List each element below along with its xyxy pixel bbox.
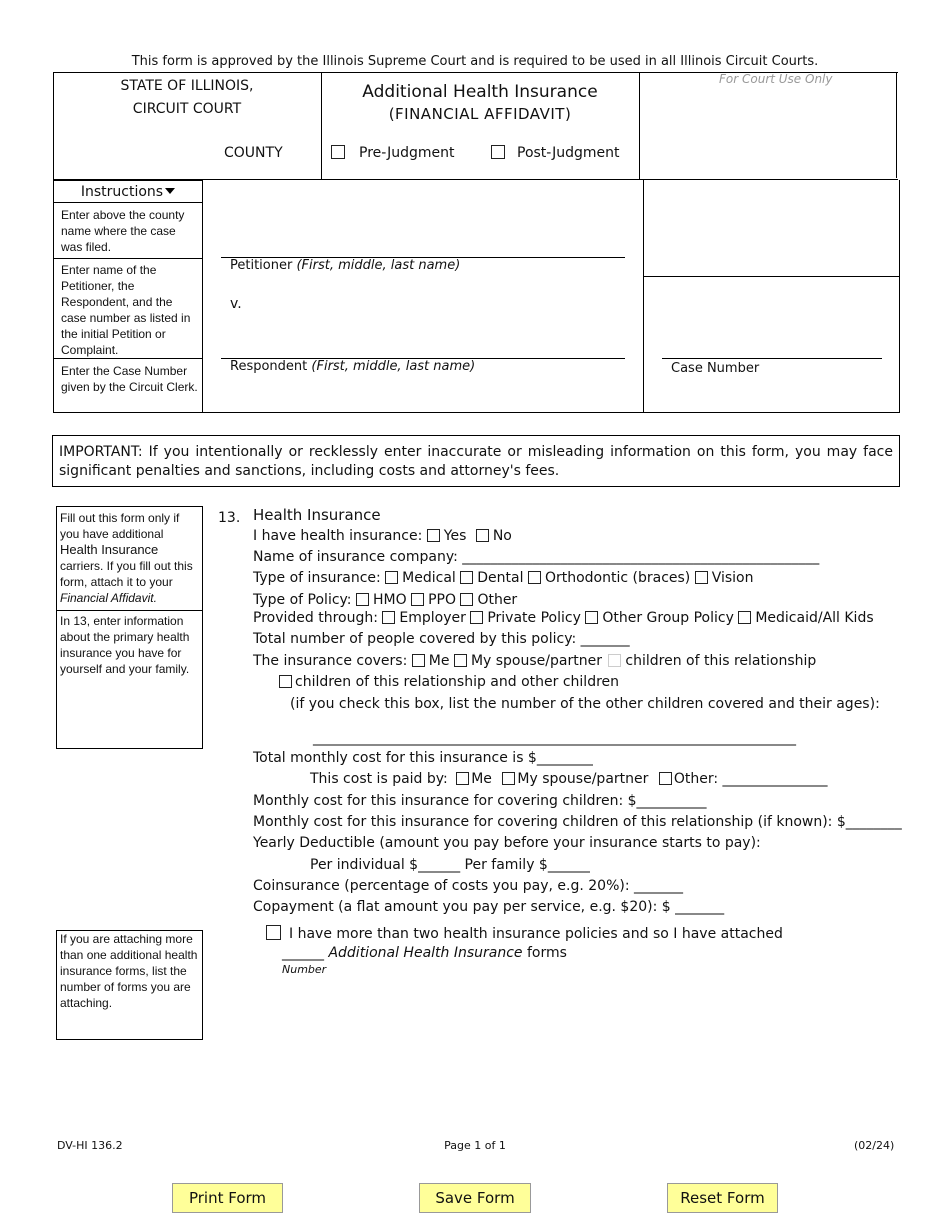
section-title: Health Insurance (253, 506, 381, 524)
paid-me-label: Me (471, 771, 492, 787)
attached-forms-row (282, 944, 567, 962)
parties-right-edge (899, 180, 900, 413)
attached-forms-suffix: forms (522, 945, 567, 961)
instructions-toggle[interactable] (53, 184, 203, 200)
state-label: STATE OF ILLINOIS, (120, 78, 254, 94)
pre-judgment-label: Pre-Judgment (359, 145, 455, 161)
important-label: IMPORTANT: (59, 444, 143, 460)
policy-other-checkbox[interactable] (460, 593, 473, 606)
covers-me-checkbox[interactable] (412, 654, 425, 667)
page-number: Page 1 of 1 (444, 1139, 506, 1152)
petitioner-label: Petitioner (230, 258, 293, 273)
covers-other-children-row (279, 673, 619, 691)
side-note-3: If you are attaching more than one additional health insurance forms, list the number of forms you are attaching. (60, 932, 198, 1010)
form-date: (02/24) (854, 1139, 895, 1152)
important-notice (52, 435, 900, 487)
respondent-label: Respondent (230, 359, 308, 374)
monthly-relationship-field[interactable]: Monthly cost for this insurance for covering children of this relationship (if known): $________ (253, 814, 902, 830)
policy-hmo-checkbox[interactable] (356, 593, 369, 606)
covers-children-label: children of this relationship (625, 653, 817, 669)
through-private-checkbox[interactable] (470, 611, 483, 624)
case-number-label: Case Number (671, 361, 760, 376)
save-form-button[interactable]: Save Form (419, 1183, 531, 1213)
through-private-label: Private Policy (487, 610, 581, 626)
insurance-no-checkbox[interactable] (476, 529, 489, 542)
provided-through-label: Provided through: (253, 610, 378, 626)
county-label: COUNTY (224, 145, 283, 161)
form-subtitle: (FINANCIAL AFFIDAVIT) (388, 105, 572, 123)
insurance-type-label: Type of insurance: (253, 570, 381, 586)
attached-label: I have more than two health insurance policies and so I have attached (289, 926, 783, 942)
reset-form-button[interactable]: Reset Form (667, 1183, 778, 1213)
have-insurance-label: I have health insurance: (253, 528, 423, 544)
policy-type-row (253, 591, 517, 609)
have-insurance-row (253, 527, 512, 545)
court-label: CIRCUIT COURT (132, 101, 242, 117)
header-right-edge (896, 72, 897, 178)
paid-by-row (310, 770, 828, 788)
header-divider-2 (639, 72, 640, 180)
approval-notice: This form is approved by the Illinois Supreme Court and is required to be used in all Illinois Circuit Courts. (131, 54, 819, 69)
petitioner-caption (230, 258, 460, 273)
covers-other-children-checkbox[interactable] (279, 675, 292, 688)
monthly-total-field[interactable]: Total monthly cost for this insurance is $________ (253, 750, 593, 766)
through-group-label: Other Group Policy (602, 610, 734, 626)
type-medical-label: Medical (402, 570, 456, 586)
covers-note: (if you check this box, list the number of the other children covered and their ages): (290, 696, 880, 712)
versus-label: v. (230, 296, 242, 312)
paid-other-checkbox[interactable] (659, 772, 672, 785)
paid-spouse-checkbox[interactable] (502, 772, 515, 785)
parties-box (202, 180, 900, 413)
through-group-checkbox[interactable] (585, 611, 598, 624)
deductible-label: Yearly Deductible (amount you pay before your insurance starts to pay): (253, 835, 761, 851)
through-employer-checkbox[interactable] (382, 611, 395, 624)
parties-divider (643, 180, 644, 413)
chevron-down-icon (165, 188, 175, 194)
monthly-children-field[interactable]: Monthly cost for this insurance for covering children: $__________ (253, 793, 707, 809)
court-use-label: For Court Use Only (719, 72, 833, 86)
deductible-fields[interactable]: Per individual $______ Per family $______ (310, 857, 590, 873)
covers-row (253, 652, 816, 670)
type-medical-checkbox[interactable] (385, 571, 398, 584)
case-number-input[interactable] (662, 358, 882, 359)
policy-hmo-label: HMO (372, 592, 407, 608)
covers-children-checkbox[interactable] (608, 654, 621, 667)
paid-spouse-label: My spouse/partner (517, 771, 649, 787)
covers-spouse-label: My spouse/partner (470, 653, 602, 669)
instruction-county: Enter above the county name where the case was filed. (61, 208, 185, 254)
covers-label: The insurance covers: (253, 653, 408, 669)
instruction-parties: Enter name of the Petitioner, the Respondent, and the case number as listed in the initial Petition or Complaint. (61, 263, 191, 357)
side-note-divider (56, 610, 203, 611)
insurance-yes-checkbox[interactable] (427, 529, 440, 542)
copayment-field[interactable]: Copayment (a flat amount you pay per service, e.g. $20): $ _______ (253, 899, 725, 915)
coinsurance-field[interactable]: Coinsurance (percentage of costs you pay, e.g. 20%): _______ (253, 878, 684, 894)
type-ortho-checkbox[interactable] (528, 571, 541, 584)
type-dental-label: Dental (477, 570, 524, 586)
people-covered-field[interactable]: Total number of people covered by this policy: _______ (253, 631, 630, 647)
attached-forms-title: Additional Health Insurance (328, 945, 523, 961)
insurance-yes-label: Yes (443, 528, 467, 544)
important-text: If you intentionally or recklessly enter inaccurate or misleading information on this form, you may face significant penalties and sanctions, including costs and attorney's fees. (59, 444, 893, 479)
covers-ages-field[interactable]: _____________________________________________________________________ (313, 730, 796, 746)
pre-judgment-checkbox[interactable] (331, 145, 345, 159)
policy-ppo-checkbox[interactable] (411, 593, 424, 606)
number-caption: Number (282, 963, 327, 976)
print-form-button[interactable]: Print Form (172, 1183, 283, 1213)
type-ortho-label: Orthodontic (braces) (544, 570, 691, 586)
policy-ppo-label: PPO (428, 592, 456, 608)
provided-through-row (253, 609, 874, 627)
instruction-case-number: Enter the Case Number given by the Circuit Clerk. (61, 364, 198, 394)
type-vision-checkbox[interactable] (695, 571, 708, 584)
covers-me-label: Me (428, 653, 450, 669)
attached-checkbox[interactable] (266, 925, 281, 940)
form-title: Additional Health Insurance (362, 82, 598, 102)
insurance-type-row (253, 569, 754, 587)
post-judgment-label: Post-Judgment (517, 145, 620, 161)
pre-judgment-option[interactable] (331, 145, 454, 161)
section-number: 13. (218, 510, 241, 526)
insurance-company-field[interactable]: Name of insurance company: ___________________________________________________ (253, 549, 820, 565)
respondent-caption (230, 359, 475, 374)
through-medicaid-label: Medicaid/All Kids (755, 610, 874, 626)
policy-type-label: Type of Policy: (253, 592, 352, 608)
form-code: DV-HI 136.2 (57, 1139, 123, 1152)
instructions-rule-2 (53, 258, 203, 259)
instructions-title: Instructions (80, 184, 164, 200)
paid-other-field[interactable]: Other: _______________ (673, 771, 828, 787)
side-note-1: Fill out this form only if you have additional Health Insurance carriers. If you fill out this form, attach it to your Financial Affidavit. (60, 511, 193, 605)
respondent-hint: (First, middle, last name) (311, 359, 476, 374)
instructions-rule-1 (53, 202, 203, 203)
attached-number-field[interactable]: ______ (282, 945, 329, 961)
paid-me-checkbox[interactable] (456, 772, 469, 785)
side-note-2: In 13, enter information about the primary health insurance you have for yourself and your family. (60, 614, 190, 676)
through-medicaid-checkbox[interactable] (738, 611, 751, 624)
insurance-no-label: No (492, 528, 512, 544)
covers-other-children-label: children of this relationship and other children (295, 674, 620, 690)
type-dental-checkbox[interactable] (460, 571, 473, 584)
petitioner-hint: (First, middle, last name) (296, 258, 461, 273)
covers-spouse-checkbox[interactable] (454, 654, 467, 667)
post-judgment-option[interactable] (491, 145, 620, 161)
paid-by-label: This cost is paid by: (310, 771, 448, 787)
through-employer-label: Employer (399, 610, 466, 626)
attached-row (266, 925, 783, 943)
court-use-bottom-rule (643, 276, 900, 277)
policy-other-label: Other (477, 592, 518, 608)
instructions-rule-3 (53, 358, 203, 359)
post-judgment-checkbox[interactable] (491, 145, 505, 159)
type-vision-label: Vision (711, 570, 754, 586)
